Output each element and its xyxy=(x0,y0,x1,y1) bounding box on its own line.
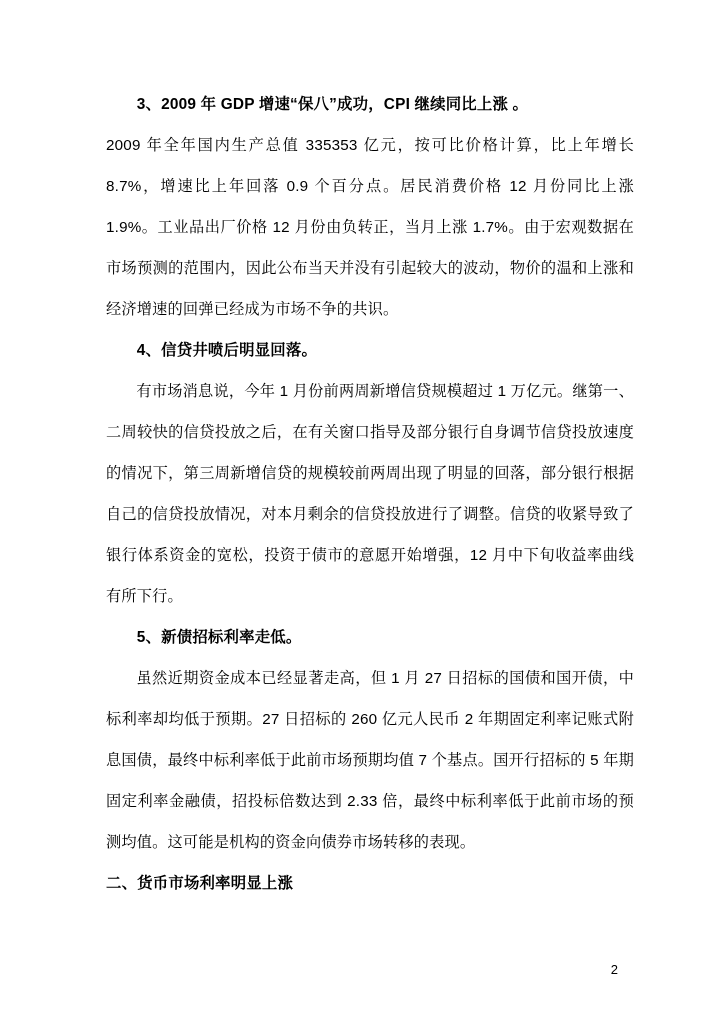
section-heading-3: 3、2009 年 GDP 增速“保八”成功，CPI 继续同比上涨 。 xyxy=(136,96,529,113)
document-body xyxy=(106,84,634,904)
page-number: 2 xyxy=(610,962,618,977)
section-heading-4: 4、信贷井喷后明显回落。 xyxy=(136,342,318,359)
paragraph-3: 2009 年全年国内生产总值 335353 亿元，按可比价格计算，比上年增长 8.7%，增速比上年回落 0.9 个百分点。居民消费价格 12 月份同比上涨 1.9%。工业品出厂价格 12 月份由负转正，当月上涨 1.7%。由于宏观数据在市场预测的范围内，因此公布当天并没有引起较大的波动，物价的温和上涨和经济增速的回弹已经成为市场不争的共识。 xyxy=(106,137,634,318)
paragraph-4: 有市场消息说，今年 1 月份前两周新增信贷规模超过 1 万亿元。继第一、二周较快的信贷投放之后，在有关窗口指导及部分银行自身调节信贷投放速度的情况下，第三周新增信贷的规模较前两周出现了明显的回落，部分银行根据自己的信贷投放情况，对本月剩余的信贷投放进行了调整。信贷的收紧导致了银行体系资金的宽松，投资于债市的意愿开始增强，12 月中下旬收益率曲线有所下行。 xyxy=(106,383,634,605)
section-heading-chapter-2: 二、货币市场利率明显上涨 xyxy=(106,875,294,892)
paragraph-5: 虽然近期资金成本已经显著走高，但 1 月 27 日招标的国债和国开债，中标利率却均低于预期。27 日招标的 260 亿元人民币 2 年期固定利率记账式附息国债，最终中标利率低于此前市场预期均值 7 个基点。国开行招标的 5 年期固定利率金融债，招投标倍数达到 2.33 倍，最终中标利率低于此前市场的预测均值。这可能是机构的资金向债券市场转移的表现。 xyxy=(106,670,634,851)
section-heading-5: 5、新债招标利率走低。 xyxy=(136,629,302,646)
